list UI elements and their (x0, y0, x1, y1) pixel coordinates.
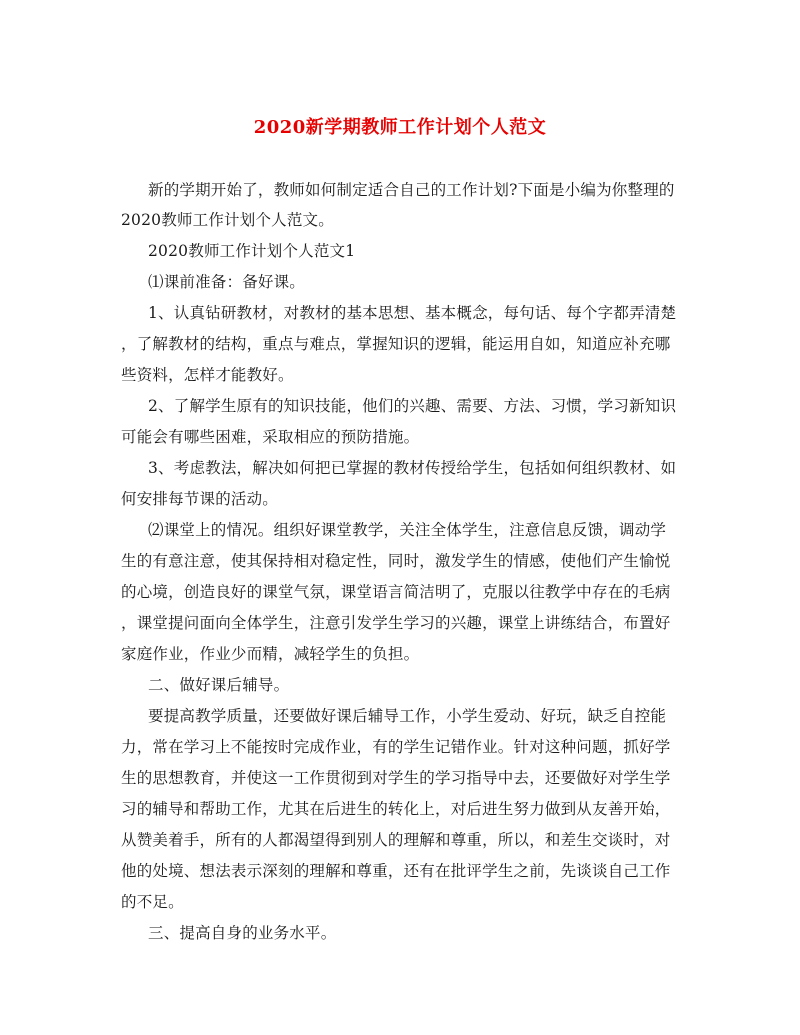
paragraph-line: ⑵课堂上的情况。组织好课堂教学，关注全体学生，注意信息反馈，调动学 (148, 521, 667, 539)
paragraph-line: 二、做好课后辅导。 (148, 676, 290, 694)
paragraph-line: 习的辅导和帮助工作，尤其在后进生的转化上，对后进生努力做到从友善开始， (121, 800, 671, 818)
paragraph-line: 他的处境、想法表示深刻的理解和尊重，还有在批评学生之前，先谈谈自己工作 (121, 862, 671, 880)
paragraph-line: 的不足。 (121, 893, 184, 911)
paragraph-line: 2、了解学生原有的知识技能，他们的兴趣、需要、方法、习惯，学习新知识 (148, 397, 677, 415)
paragraph-line: ⑴课前准备：备好课。 (148, 273, 306, 291)
paragraph-line: 生的有意注意，使其保持相对稳定性，同时，激发学生的情感，使他们产生愉悦 (121, 552, 671, 570)
paragraph-line: 新的学期开始了，教师如何制定适合自己的工作计划?下面是小编为你整理的 (148, 181, 675, 199)
paragraph-line: 三、提高自身的业务水平。 (148, 924, 337, 942)
paragraph-line: ，课堂提问面向全体学生，注意引发学生学习的兴趣，课堂上讲练结合，布置好 (121, 614, 671, 632)
paragraph-line: 些资料，怎样才能教好。 (121, 366, 294, 384)
paragraph-line: 生的思想教育，并使这一工作贯彻到对学生的学习指导中去，还要做好对学生学 (121, 769, 671, 787)
paragraph-line: 何安排每节课的活动。 (121, 490, 279, 508)
paragraph-line: 家庭作业，作业少而精，减轻学生的负担。 (121, 645, 420, 663)
paragraph-line: 从赞美着手，所有的人都渴望得到别人的理解和尊重，所以，和差生交谈时，对 (121, 831, 671, 849)
paragraph-line: 2020教师工作计划个人范文。 (121, 211, 334, 229)
paragraph-line: ，了解教材的结构，重点与难点，掌握知识的逻辑，能运用自如，知道应补充哪 (121, 335, 671, 353)
paragraph-line: 可能会有哪些困难，采取相应的预防措施。 (121, 428, 420, 446)
paragraph-line: 3、考虑教法，解决如何把已掌握的教材传授给学生，包括如何组织教材、如 (148, 459, 677, 477)
paragraph-line: 力，常在学习上不能按时完成作业，有的学生记错作业。针对这种问题，抓好学 (121, 738, 671, 756)
paragraph-line: 的心境，创造良好的课堂气氛，课堂语言简洁明了，克服以往教学中存在的毛病 (121, 583, 671, 601)
paragraph-line: 1、认真钻研教材，对教材的基本思想、基本概念，每句话、每个字都弄清楚 (148, 304, 677, 322)
paragraph-line: 2020教师工作计划个人范文1 (148, 242, 356, 260)
document-title: 2020新学期教师工作计划个人范文 (253, 117, 547, 138)
paragraph-line: 要提高教学质量，还要做好课后辅导工作，小学生爱动、好玩，缺乏自控能 (148, 707, 667, 725)
